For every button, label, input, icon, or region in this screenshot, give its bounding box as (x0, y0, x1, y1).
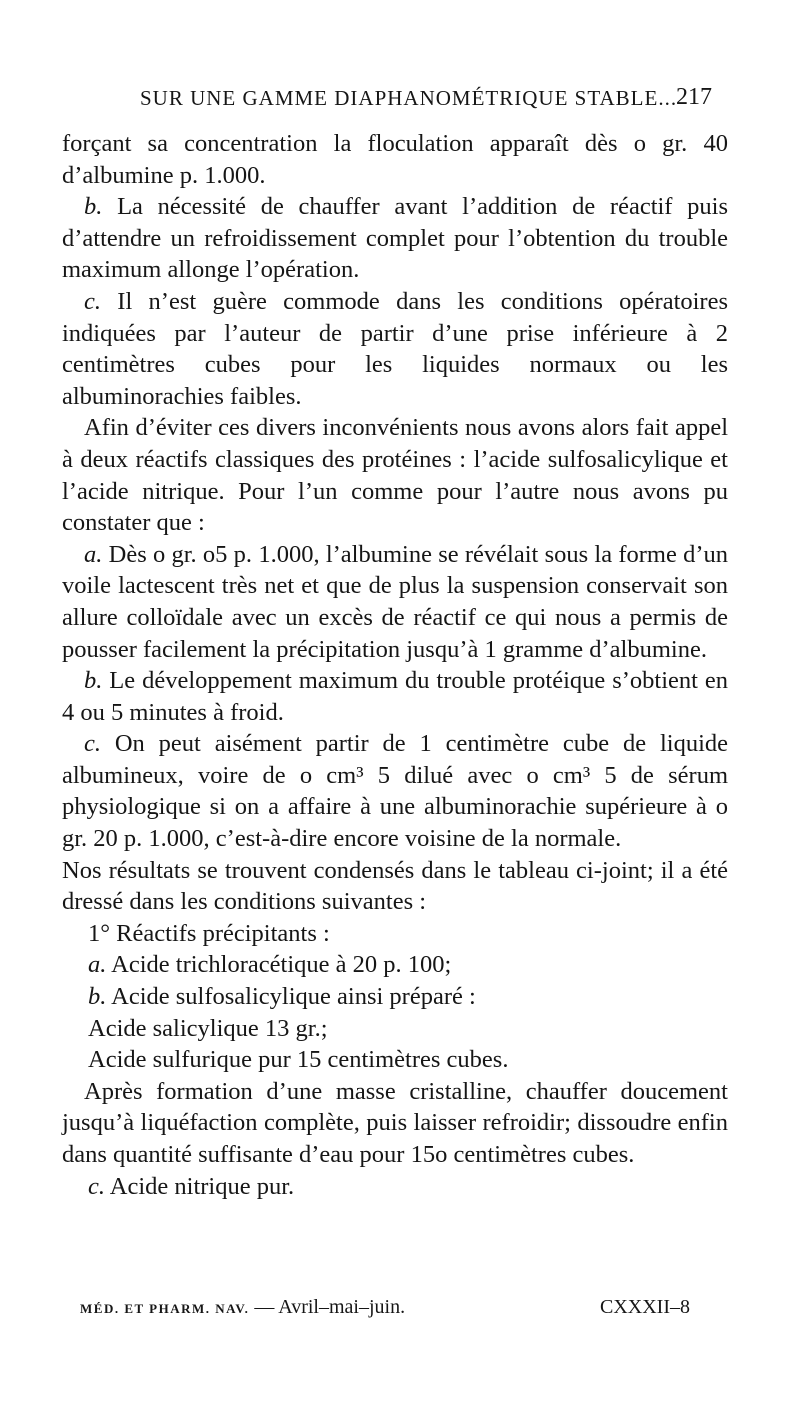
list-line: b. Acide sulfosalicylique ainsi préparé : (88, 983, 476, 1011)
item-marker: a. (88, 951, 107, 979)
paragraph: b. La nécessité de chauffer avant l’addition de réactif puis d’attendre un refroidissement complet pour l’obtention du trouble maximum allonge l’opération. (62, 193, 728, 284)
journal-abbrev: MÉD. ET PHARM. NAV. (80, 1301, 250, 1316)
list-line: Acide salicylique 13 gr.; (88, 1014, 328, 1042)
running-title: SUR UNE GAMME DIAPHANOMÉTRIQUE STABLE... (140, 86, 678, 110)
paragraph: Après formation d’une masse cristalline, chauffer doucement jusqu’à liquéfaction complète, puis laisser refroidir; dissoudre enfin dans quantité suffisante d’eau pour 15o centimètres cubes. (62, 1077, 728, 1168)
paragraph: Nos résultats se trouvent condensés dans le tableau ci-joint; il a été dressé dans les conditions suivantes : (62, 856, 728, 916)
item-marker: c. (88, 1172, 105, 1200)
list-line: Acide sulfurique pur 15 centimètres cubes. (88, 1046, 509, 1074)
page-header (62, 86, 712, 120)
paragraph: b. Le développement maximum du trouble protéique s’obtient en 4 ou 5 minutes à froid. (62, 667, 728, 726)
paragraph: Afin d’éviter ces divers inconvénients nous avons alors fait appel à deux réactifs classiques des protéines : l’acide sulfosalicylique et l’acide nitrique. Pour l’un comme pour l’autre nous avons pu constater que : (62, 414, 728, 537)
paragraph: c. Il n’est guère commode dans les conditions opératoires indiquées par l’auteur de partir d’une prise inférieure à 2 centimètres cubes pour les liquides normaux ou les albuminorachies faibles. (62, 287, 728, 410)
journal-reference (80, 1296, 405, 1319)
body-text (62, 128, 728, 1202)
paragraph: a. Dès o gr. o5 p. 1.000, l’albumine se révélait sous la forme d’un voile lactescent très net et que de plus la suspension conservait son allure colloïdale avec un excès de réactif ce qui nous a permis de pousser facilement la précipitation jusqu’à 1 gramme d’albumine. (62, 540, 728, 663)
item-marker: b. (84, 193, 103, 221)
page-footer (80, 1296, 720, 1326)
volume-signature: CXXXII–8 (600, 1296, 690, 1318)
issue-period: — Avril–mai–juin. (249, 1296, 406, 1318)
paragraph: forçant sa concentration la floculation apparaît dès o gr. 40 d’albumine p. 1.000. (62, 130, 728, 189)
list-line: 1° Réactifs précipitants : (88, 919, 330, 947)
item-marker: c. (84, 730, 101, 758)
item-marker: b. (84, 667, 103, 695)
list-line: a. Acide trichloracétique à 20 p. 100; (88, 951, 452, 979)
item-marker: b. (88, 983, 107, 1011)
page-number: 217 (676, 84, 712, 110)
paragraph: c. On peut aisément partir de 1 centimètre cube de liquide albumineux, voire de o cm³ 5 dilué avec o cm³ 5 de sérum physiologique si on a affaire à une albuminorachie supérieure à o gr. 20 p. 1.000, c’est-à-dire encore voisine de la normale. (62, 730, 728, 853)
item-marker: c. (84, 287, 101, 315)
item-marker: a. (84, 540, 103, 568)
list-line: c. Acide nitrique pur. (88, 1172, 295, 1200)
